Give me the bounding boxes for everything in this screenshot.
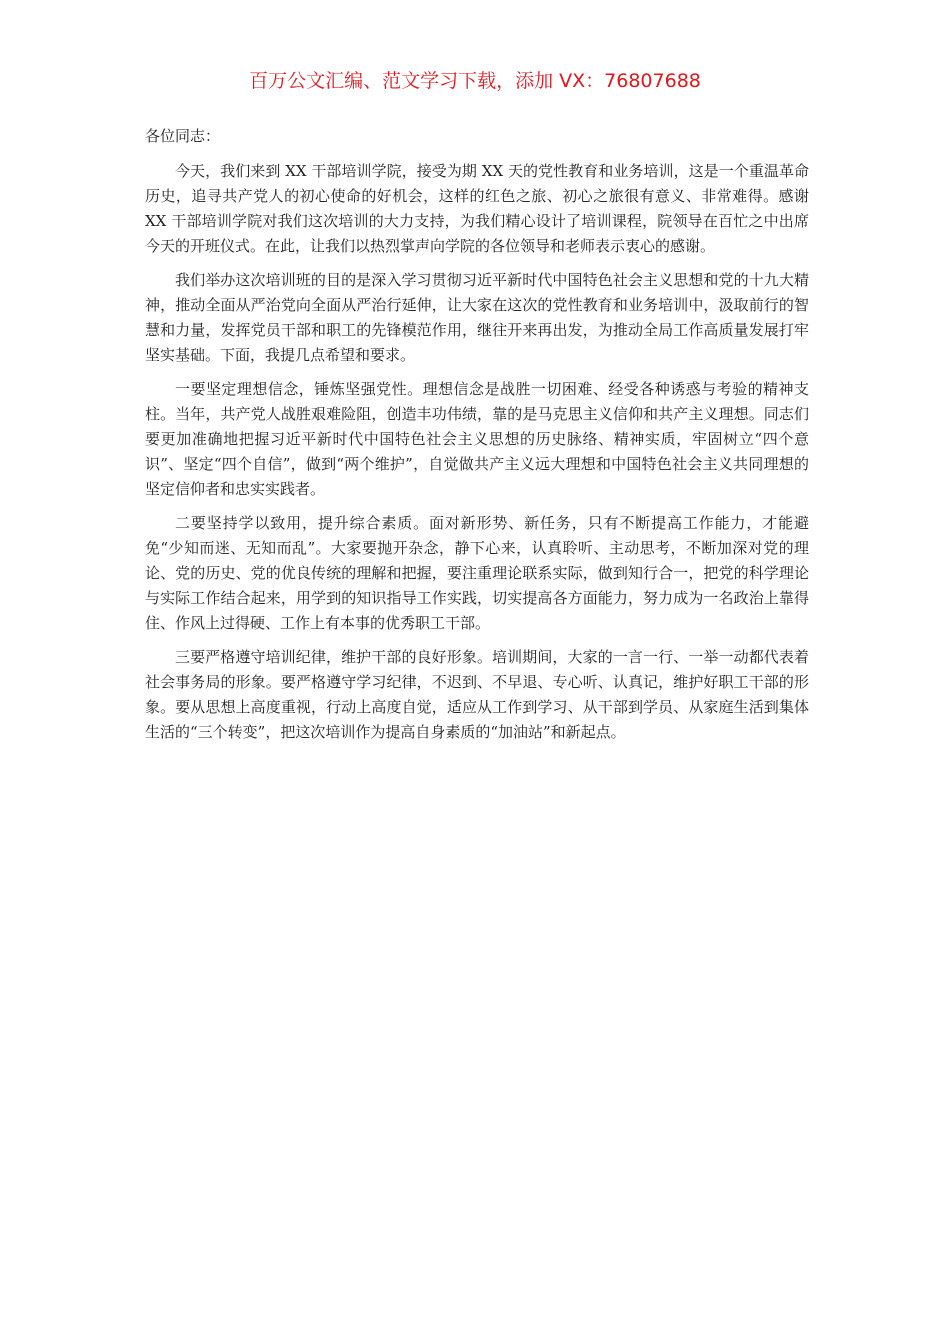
paragraph-point-one: 一要坚定理想信念，锤炼坚强党性。理想信念是战胜一切困难、经受各种诱惑与考验的精神支柱。当年，共产党人战胜艰难险阻，创造丰功伟绩，靠的是马克思主义信仰和共产主义理想。同志们要更加准确地把握习近平新时代中国特色社会主义思想的历史脉络、精神实质，牢固树立“四个意识”、坚定“四个自信”，做到“两个维护”，自觉做共产主义远大理想和中国特色社会主义共同理想的坚定信仰者和忠实实践者。 [145,380,809,498]
header-banner: 百万公文汇编、范文学习下载，添加 VX：76807688 [249,70,701,92]
paragraph-intro: 今天，我们来到 XX 干部培训学院，接受为期 XX 天的党性教育和业务培训，这是一个重温革命历史，追寻共产党人的初心使命的好机会，这样的红色之旅、初心之旅很有意义、非常难得。感谢 XX 干部培训学院对我们这次培训的大力支持，为我们精心设计了培训课程，院领导在百忙之中出席今天的开班仪式。在此，让我们以热烈掌声向学院的各位领导和老师表示衷心的感谢。 [145,162,809,255]
document-body [145,124,809,754]
paragraph-purpose: 我们举办这次培训班的目的是深入学习贯彻习近平新时代中国特色社会主义思想和党的十九大精神，推动全面从严治党向全面从严治行延伸，让大家在这次的党性教育和业务培训中，汲取前行的智慧和力量，发挥党员干部和职工的先锋模范作用，继往开来再出发，为推动全局工作高质量发展打牢坚实基础。下面，我提几点希望和要求。 [145,271,809,364]
paragraph-point-two: 二要坚持学以致用，提升综合素质。面对新形势、新任务，只有不断提高工作能力，才能避免“少知而迷、无知而乱”。大家要抛开杂念，静下心来，认真聆听、主动思考，不断加深对党的理论、党的历史、党的优良传统的理解和把握，要注重理论联系实际，做到知行合一，把党的科学理论与实际工作结合起来，用学到的知识指导工作实践，切实提高各方面能力，努力成为一名政治上靠得住、作风上过得硬、工作上有本事的优秀职工干部。 [145,514,809,632]
greeting: 各位同志： [145,127,221,145]
paragraph-point-three: 三要严格遵守培训纪律，维护干部的良好形象。培训期间，大家的一言一行、一举一动都代表着社会事务局的形象。要严格遵守学习纪律，不迟到、不早退、专心听、认真记，维护好职工干部的形象。要从思想上高度重视，行动上高度自觉，适应从工作到学习、从干部到学员、从家庭生活到集体生活的“三个转变”，把这次培训作为提高自身素质的“加油站”和新起点。 [145,648,809,741]
